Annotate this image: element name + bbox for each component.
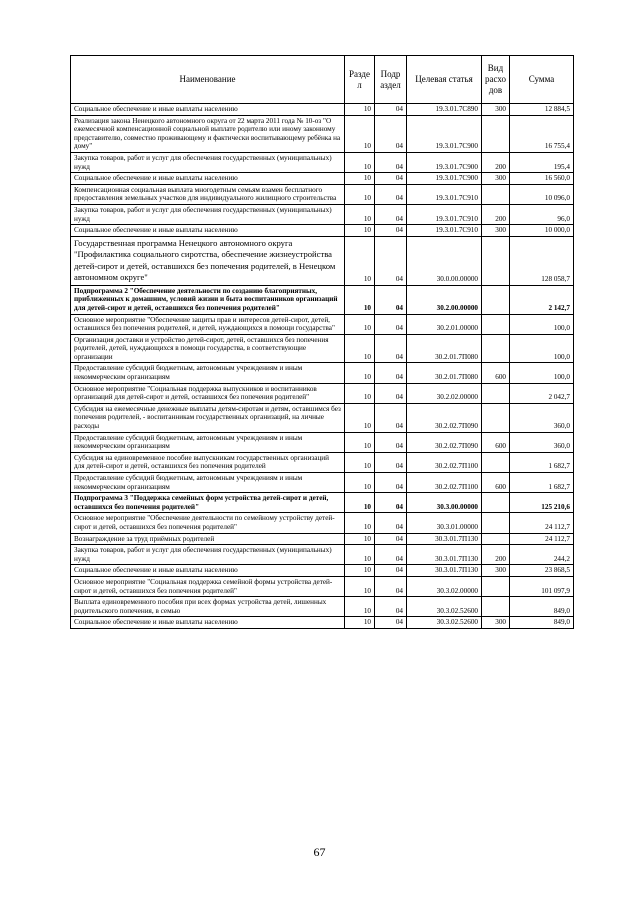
cell-podrazdel: 04: [375, 334, 407, 363]
cell-razdel: 10: [345, 236, 375, 285]
cell-razdel: 10: [345, 204, 375, 224]
cell-razdel: 10: [345, 473, 375, 493]
cell-podrazdel: 04: [375, 225, 407, 237]
cell-razdel: 10: [345, 225, 375, 237]
table-row: [71, 236, 574, 285]
cell-razdel: 10: [345, 576, 375, 596]
cell-vid: 300: [482, 173, 510, 185]
cell-sum: 24 112,7: [510, 533, 574, 545]
cell-podrazdel: 04: [375, 432, 407, 452]
cell-sum: 96,0: [510, 204, 574, 224]
table-row: [71, 184, 574, 204]
table-row: [71, 576, 574, 596]
cell-sum: 244,2: [510, 545, 574, 565]
cell-sum: 10 000,0: [510, 225, 574, 237]
cell-razdel: 10: [345, 314, 375, 334]
cell-target: 30.2.02.7П090: [407, 403, 482, 432]
cell-sum: 16 755,4: [510, 115, 574, 152]
cell-sum: 12 884,5: [510, 104, 574, 116]
header-podrazdel: Подр аздел: [375, 56, 407, 104]
cell-podrazdel: 04: [375, 363, 407, 383]
cell-podrazdel: 04: [375, 236, 407, 285]
cell-target: 30.3.01.00000: [407, 513, 482, 533]
cell-razdel: 10: [345, 432, 375, 452]
table-row: [71, 334, 574, 363]
cell-name: Предоставление субсидий бюджетным, автономным учреждениям и иным некоммерческим организациям: [71, 432, 345, 452]
cell-target: 30.3.01.7П130: [407, 545, 482, 565]
cell-vid: [482, 383, 510, 403]
cell-podrazdel: 04: [375, 285, 407, 314]
table-row: [71, 285, 574, 314]
cell-razdel: 10: [345, 617, 375, 629]
cell-razdel: 10: [345, 363, 375, 383]
cell-name: Субсидия на ежемесячные денежные выплаты детям-сиротам и детям, оставшимся без попечения родителей, - воспитанникам государственных организаций, на личные расходы: [71, 403, 345, 432]
cell-target: 30.2.02.7П090: [407, 432, 482, 452]
cell-razdel: 10: [345, 115, 375, 152]
cell-vid: 600: [482, 363, 510, 383]
cell-name: Субсидия на единовременное пособие выпускникам государственных организаций для детей-сирот и детей, оставшихся без попечения родителей: [71, 452, 345, 472]
cell-sum: 360,0: [510, 432, 574, 452]
cell-vid: [482, 493, 510, 513]
table-row: [71, 383, 574, 403]
cell-vid: 200: [482, 152, 510, 172]
cell-sum: 1 682,7: [510, 452, 574, 472]
cell-target: 30.0.00.00000: [407, 236, 482, 285]
table-row: [71, 403, 574, 432]
cell-razdel: 10: [345, 493, 375, 513]
cell-vid: [482, 576, 510, 596]
cell-sum: 100,0: [510, 334, 574, 363]
table-row: [71, 115, 574, 152]
budget-page: [70, 55, 573, 629]
cell-vid: 200: [482, 204, 510, 224]
cell-podrazdel: 04: [375, 115, 407, 152]
cell-podrazdel: 04: [375, 452, 407, 472]
header-name: Наименование: [71, 56, 345, 104]
table-row: [71, 432, 574, 452]
table-row: [71, 104, 574, 116]
cell-name: Предоставление субсидий бюджетным, автономным учреждениям и иным некоммерческим организациям: [71, 363, 345, 383]
cell-target: 30.3.02.52600: [407, 617, 482, 629]
cell-name: Реализация закона Ненецкого автономного округа от 22 марта 2011 года № 10-оз "О ежемесячной компенсационной социальной выплате родителю или иному законному представителю, совместно проживающему и фактически воспитывающему ребёнка на дому": [71, 115, 345, 152]
cell-vid: [482, 403, 510, 432]
cell-target: 30.3.02.00000: [407, 576, 482, 596]
cell-podrazdel: 04: [375, 314, 407, 334]
table-row: [71, 533, 574, 545]
cell-vid: 600: [482, 473, 510, 493]
cell-vid: [482, 285, 510, 314]
cell-name: Социальное обеспечение и иные выплаты населению: [71, 104, 345, 116]
table-row: [71, 452, 574, 472]
page-number: 67: [313, 845, 326, 859]
cell-vid: 300: [482, 565, 510, 577]
cell-sum: 24 112,7: [510, 513, 574, 533]
cell-podrazdel: 04: [375, 565, 407, 577]
cell-vid: 300: [482, 225, 510, 237]
cell-razdel: 10: [345, 173, 375, 185]
cell-target: 19.3.01.7С910: [407, 184, 482, 204]
budget-table: [70, 55, 574, 629]
cell-podrazdel: 04: [375, 597, 407, 617]
cell-target: 30.3.00.00000: [407, 493, 482, 513]
table-row: [71, 314, 574, 334]
cell-podrazdel: 04: [375, 152, 407, 172]
cell-razdel: 10: [345, 383, 375, 403]
cell-vid: [482, 115, 510, 152]
cell-razdel: 10: [345, 597, 375, 617]
cell-sum: 16 560,0: [510, 173, 574, 185]
table-row: [71, 493, 574, 513]
cell-sum: 100,0: [510, 363, 574, 383]
cell-vid: [482, 314, 510, 334]
cell-name: Основное мероприятие "Социальная поддержка выпускников и воспитанников организаций для детей-сирот и детей, оставшихся без попечения родителей": [71, 383, 345, 403]
cell-sum: 2 142,7: [510, 285, 574, 314]
cell-sum: 10 096,0: [510, 184, 574, 204]
cell-razdel: 10: [345, 545, 375, 565]
cell-podrazdel: 04: [375, 513, 407, 533]
cell-vid: 300: [482, 104, 510, 116]
cell-target: 30.2.02.00000: [407, 383, 482, 403]
cell-razdel: 10: [345, 104, 375, 116]
cell-name: Социальное обеспечение и иные выплаты населению: [71, 225, 345, 237]
table-body: [71, 104, 574, 629]
cell-name: Компенсационная социальная выплата многодетным семьям взамен бесплатного предоставления земельных участков для индивидуального жилищного строительства: [71, 184, 345, 204]
cell-podrazdel: 04: [375, 533, 407, 545]
cell-razdel: 10: [345, 184, 375, 204]
cell-sum: 360,0: [510, 403, 574, 432]
cell-target: 30.2.01.7П080: [407, 363, 482, 383]
cell-name: Основное мероприятие "Обеспечение защиты прав и интересов детей-сирот, детей, оставшихся без попечения родителей, и детей, нуждающихся в помощи государства": [71, 314, 345, 334]
table-row: [71, 473, 574, 493]
header-razdel: Разде л: [345, 56, 375, 104]
cell-podrazdel: 04: [375, 473, 407, 493]
header-target: Целевая статья: [407, 56, 482, 104]
cell-podrazdel: 04: [375, 173, 407, 185]
cell-vid: 200: [482, 545, 510, 565]
cell-target: 19.3.01.7С900: [407, 152, 482, 172]
cell-vid: [482, 334, 510, 363]
table-row: [71, 204, 574, 224]
cell-podrazdel: 04: [375, 204, 407, 224]
cell-sum: 23 868,5: [510, 565, 574, 577]
table-row: [71, 513, 574, 533]
cell-podrazdel: 04: [375, 403, 407, 432]
cell-razdel: 10: [345, 403, 375, 432]
table-row: [71, 565, 574, 577]
table-row: [71, 545, 574, 565]
cell-razdel: 10: [345, 513, 375, 533]
cell-target: 19.3.01.7С900: [407, 115, 482, 152]
cell-razdel: 10: [345, 334, 375, 363]
cell-name: Подпрограмма 2 "Обеспечение деятельности по созданию благоприятных, приближенных к домашним, условий жизни и быта воспитанников организаций для детей-сирот и детей, оставшихся без попечения родителей": [71, 285, 345, 314]
cell-name: Социальное обеспечение и иные выплаты населению: [71, 565, 345, 577]
cell-sum: 849,0: [510, 597, 574, 617]
cell-podrazdel: 04: [375, 617, 407, 629]
header-vid: Вид расхо дов: [482, 56, 510, 104]
cell-sum: 849,0: [510, 617, 574, 629]
cell-sum: 128 058,7: [510, 236, 574, 285]
cell-target: 30.2.02.7П100: [407, 473, 482, 493]
cell-name: Закупка товаров, работ и услуг для обеспечения государственных (муниципальных) нужд: [71, 204, 345, 224]
cell-name: Государственная программа Ненецкого автономного округа "Профилактика социального сиротства, обеспечение жизнеустройства детей-сирот и детей, оставшихся без попечения родителей, в Ненецком автономном округе": [71, 236, 345, 285]
cell-target: 19.3.01.7С910: [407, 225, 482, 237]
cell-vid: 300: [482, 617, 510, 629]
cell-sum: 100,0: [510, 314, 574, 334]
cell-vid: [482, 513, 510, 533]
cell-podrazdel: 04: [375, 184, 407, 204]
cell-target: 30.2.01.00000: [407, 314, 482, 334]
cell-razdel: 10: [345, 152, 375, 172]
cell-sum: 101 097,9: [510, 576, 574, 596]
table-header-row: [71, 56, 574, 104]
cell-podrazdel: 04: [375, 104, 407, 116]
cell-sum: 195,4: [510, 152, 574, 172]
cell-target: 19.3.01.7С900: [407, 173, 482, 185]
table-row: [71, 225, 574, 237]
table-row: [71, 363, 574, 383]
cell-target: 30.2.00.00000: [407, 285, 482, 314]
cell-target: 30.2.02.7П100: [407, 452, 482, 472]
cell-name: Организация доставки и устройство детей-сирот, детей, оставшихся без попечения родителей, детей, нуждающихся в помощи государства, в соответствующие организации: [71, 334, 345, 363]
cell-name: Закупка товаров, работ и услуг для обеспечения государственных (муниципальных) нужд: [71, 152, 345, 172]
cell-vid: [482, 597, 510, 617]
cell-name: Вознаграждение за труд приёмных родителей: [71, 533, 345, 545]
table-row: [71, 173, 574, 185]
cell-name: Выплата единовременного пособия при всех формах устройства детей, лишенных родительского попечения, в семью: [71, 597, 345, 617]
cell-podrazdel: 04: [375, 493, 407, 513]
cell-podrazdel: 04: [375, 545, 407, 565]
cell-razdel: 10: [345, 565, 375, 577]
cell-vid: [482, 184, 510, 204]
cell-razdel: 10: [345, 452, 375, 472]
header-sum: Сумма: [510, 56, 574, 104]
cell-target: 30.3.02.52600: [407, 597, 482, 617]
cell-sum: 1 682,7: [510, 473, 574, 493]
cell-vid: [482, 533, 510, 545]
cell-vid: [482, 236, 510, 285]
cell-podrazdel: 04: [375, 576, 407, 596]
cell-target: 30.2.01.7П080: [407, 334, 482, 363]
cell-razdel: 10: [345, 533, 375, 545]
cell-vid: [482, 452, 510, 472]
cell-name: Социальное обеспечение и иные выплаты населению: [71, 617, 345, 629]
cell-target: 19.3.01.7С910: [407, 204, 482, 224]
cell-name: Основное мероприятие "Обеспечение деятельности по семейному устройству детей-сирот и детей, оставшихся без попечения родителей": [71, 513, 345, 533]
cell-name: Подпрограмма 3 "Поддержка семейных форм устройства детей-сирот и детей, оставшихся без попечения родителей": [71, 493, 345, 513]
cell-target: 30.3.01.7П130: [407, 533, 482, 545]
cell-razdel: 10: [345, 285, 375, 314]
table-row: [71, 152, 574, 172]
cell-target: 30.3.01.7П130: [407, 565, 482, 577]
table-row: [71, 617, 574, 629]
cell-name: Социальное обеспечение и иные выплаты населению: [71, 173, 345, 185]
cell-vid: 600: [482, 432, 510, 452]
cell-target: 19.3.01.7С890: [407, 104, 482, 116]
cell-sum: 125 210,6: [510, 493, 574, 513]
cell-podrazdel: 04: [375, 383, 407, 403]
cell-name: Предоставление субсидий бюджетным, автономным учреждениям и иным некоммерческим организациям: [71, 473, 345, 493]
cell-sum: 2 042,7: [510, 383, 574, 403]
table-row: [71, 597, 574, 617]
cell-name: Закупка товаров, работ и услуг для обеспечения государственных (муниципальных) нужд: [71, 545, 345, 565]
cell-name: Основное мероприятие "Социальная поддержка семейной формы устройства детей-сирот и детей, оставшихся без попечения родителей": [71, 576, 345, 596]
